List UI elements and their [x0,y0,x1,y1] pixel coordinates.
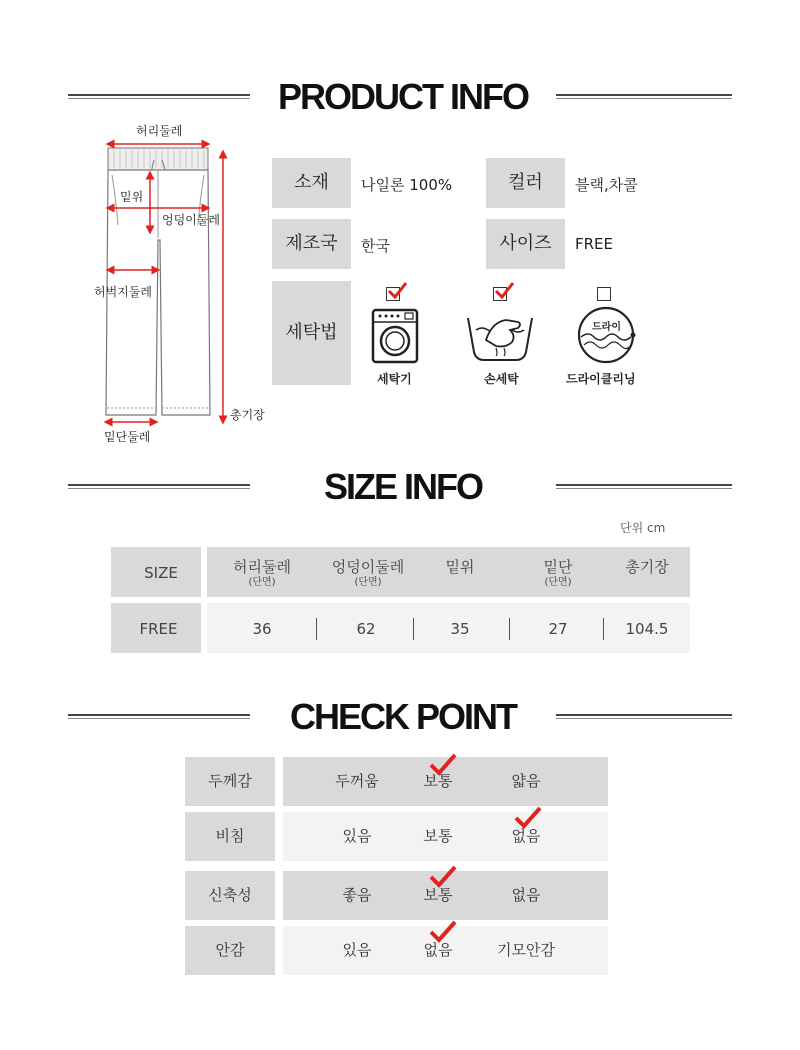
dry-clean-icon [576,305,636,365]
hand-wash-check-icon [493,281,515,301]
cp-option: 있음 [342,941,372,959]
machine-wash-label: 세탁기 [377,372,412,386]
dry-clean-badge: 드라이 [592,322,621,333]
origin-label: 제조국 [272,219,351,269]
cp-label-thickness: 두께감 [185,757,275,806]
color-label: 컬러 [486,158,565,208]
hand-wash-label: 손세탁 [484,372,519,386]
header-rule-left [68,94,250,99]
material-value: 나일론 100% [361,176,453,194]
label-rise: 밑위 [120,190,144,204]
check-mark-icon [428,864,458,888]
washing-machine-icon [371,308,419,364]
machine-wash-check-icon [386,281,408,301]
check-point-title: CHECK POINT [289,696,516,737]
check-mark-icon [428,752,458,776]
header-rule-left [68,484,250,489]
size-info-header [0,462,800,512]
label-waist: 허리둘레 [136,124,183,138]
cp-option: 보통 [423,827,453,845]
label-hem: 밑단둘레 [104,430,151,444]
cp-label-lining: 안감 [185,926,275,975]
pants-diagram [90,120,280,455]
origin-value: 한국 [361,237,390,255]
label-hip: 엉덩이둘레 [162,213,220,227]
cp-option: 두꺼움 [335,772,379,790]
size-label: 사이즈 [486,219,565,269]
td-rise: 35 [450,620,470,638]
cp-row-sheerness [283,812,608,861]
product-info-title: PRODUCT INFO [278,76,528,117]
cp-option: 없음 [511,827,541,845]
th-hem: 밑단 (단면) [543,558,573,588]
cp-option: 보통 [423,886,453,904]
label-thigh: 허벅지둘레 [94,285,152,299]
header-rule-right [556,714,732,719]
td-size: FREE [139,620,178,638]
dry-clean-checkbox [597,287,611,301]
check-point-header [0,692,800,742]
cp-option: 기모안감 [497,941,555,959]
cp-label-sheerness: 비침 [185,812,275,861]
cp-option: 없음 [423,941,453,959]
td-hip: 62 [356,620,376,638]
hand-wash-icon [466,312,534,364]
cp-option: 얇음 [511,772,541,790]
header-rule-left [68,714,250,719]
size-value: FREE [575,235,614,253]
check-mark-icon [513,805,543,829]
td-hem: 27 [548,620,568,638]
cp-label-stretch: 신축성 [185,871,275,920]
cp-option: 있음 [342,827,372,845]
th-hip: 엉덩이둘레 (단면) [331,558,405,588]
td-waist: 36 [252,620,272,638]
th-size: SIZE [144,564,178,582]
header-rule-right [556,94,732,99]
check-mark-icon [428,919,458,943]
th-length: 총기장 [625,558,669,576]
unit-label: 단위 cm [620,521,666,535]
color-value: 블랙,차콜 [575,176,638,194]
cp-option: 좋음 [342,886,372,904]
product-info-header [0,72,800,122]
th-waist: 허리둘레 (단면) [233,558,291,588]
th-rise: 밑위 [445,558,475,576]
header-rule-right [556,484,732,489]
cp-option: 없음 [511,886,541,904]
td-length: 104.5 [625,620,669,638]
material-label: 소재 [272,158,351,208]
label-length: 총기장 [230,408,265,422]
size-info-title: SIZE INFO [323,466,482,507]
wash-label: 세탁법 [272,281,351,385]
dry-clean-label: 드라이클리닝 [566,372,636,386]
cp-option: 보통 [423,772,453,790]
